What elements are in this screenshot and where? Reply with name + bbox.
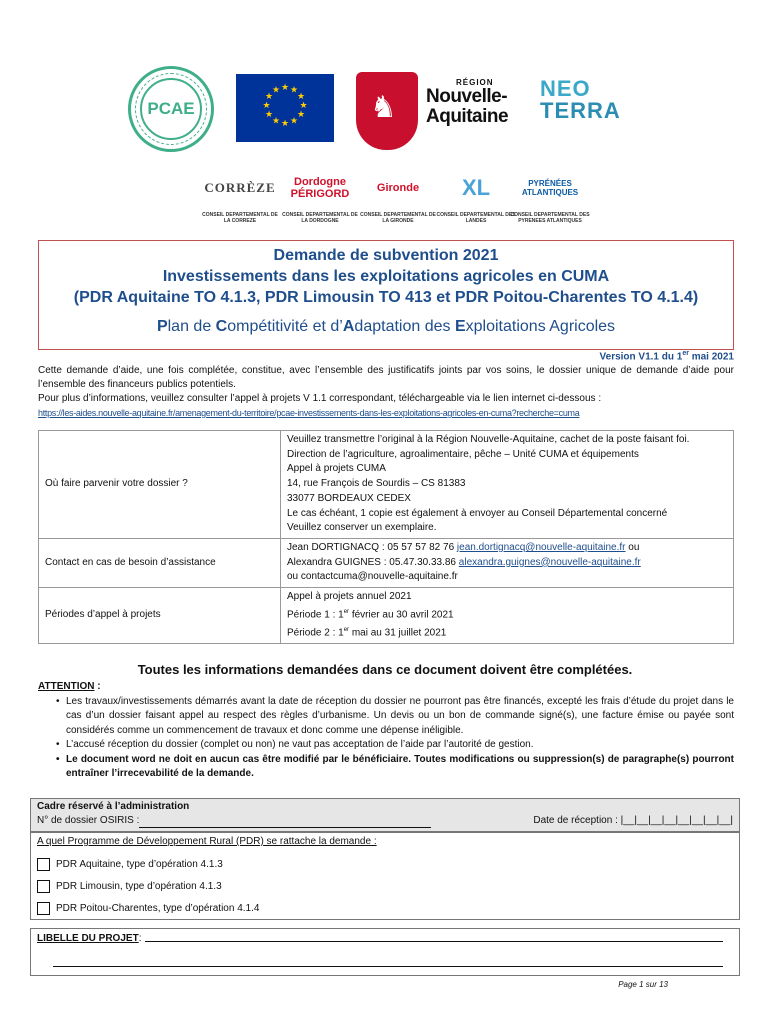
title-line1: Demande de subvention 2021	[273, 247, 499, 264]
title-line2: Investissements dans les exploitations agricoles en CUMA	[162, 268, 610, 285]
dept-gironde	[358, 168, 438, 224]
option-label: PDR Aquitaine, type d’opération 4.1.3	[56, 858, 223, 870]
region-name-line1: Nouvelle-	[426, 86, 508, 107]
dept-dordogne-caption: CONSEIL DEPARTEMENTAL DE LA DORDOGNE	[282, 212, 358, 224]
svg-text:★: ★	[262, 100, 271, 110]
intro-paragraph-2: Pour plus d’informations, veuillez consulter l’appel à projets V 1.1 correspondant, téléchargeable via le lien internet ci-dessous :	[38, 393, 602, 404]
dept-correze-caption: CONSEIL DEPARTEMENTAL DE LA CORREZE	[202, 212, 278, 224]
contact-cuma: ou contactcuma@nouvelle-aquitaine.fr	[287, 571, 458, 583]
pdr-selection-box	[30, 832, 740, 920]
project-label-title: LIBELLE DU PROJET	[37, 933, 139, 944]
dept-pyrenees-mark: PYRÉNÉES ATLANTIQUES	[521, 179, 579, 197]
project-label-box: LIBELLE DU PROJET :	[30, 928, 740, 976]
send-dossier-value	[281, 431, 734, 539]
svg-text:★: ★	[280, 118, 290, 128]
neoterra-line2: TERRA	[540, 98, 621, 123]
eu-flag-logo	[236, 74, 334, 142]
list-item: • Le document word ne doit en aucun cas être modifié par le bénéficiaire. Toutes modifications ou suppression(s) de paragraphe(s) pourront entraîner l’irrecevabilité de la demande.	[52, 753, 734, 782]
table-row	[39, 431, 734, 539]
svg-text:★: ★	[296, 109, 306, 119]
table-row	[39, 538, 734, 587]
checkbox-limousin[interactable]	[37, 880, 50, 893]
dept-pyrenees-caption: CONSEIL DEPARTEMENTAL DES PYRENEES ATLANTIQUES	[510, 212, 590, 224]
periods-value: Appel à projets annuel 2021 Période 1 : 1er février au 30 avril 2021 Période 2 : 1er mai au 31 juillet 2021	[281, 588, 734, 644]
neoterra-line1: NEO	[540, 76, 591, 101]
svg-text:★: ★	[289, 84, 299, 95]
pcae-logo	[128, 66, 214, 152]
option-label: PDR Poitou-Charentes, type d’opération 4.1.4	[56, 902, 260, 914]
intro-paragraph-1: Cette demande d’aide, une fois complétée, constitue, avec l’ensemble des justificatifs joints par vos soins, le dossier unique de demande d’aide pour l’ensemble des financeurs publics potentiels.	[38, 365, 734, 390]
svg-text:★: ★	[280, 82, 290, 92]
dept-correze	[200, 168, 280, 224]
dept-gironde-caption: CONSEIL DEPARTEMENTAL DE LA GIRONDE	[360, 212, 436, 224]
region-name-line2: Aquitaine	[426, 106, 509, 127]
pcae-logo-text: PCAE	[140, 78, 202, 140]
send-dossier-label: Où faire parvenir votre dossier ?	[39, 431, 281, 539]
address-line: Direction de l’agriculture, agroalimentaire, pêche – Unité CUMA et équipements	[287, 448, 639, 460]
contact-label: Contact en cas de besoin d’assistance	[39, 538, 281, 587]
region-label: RÉGION	[456, 78, 494, 87]
address-line: Veuillez transmettre l’original à la Région Nouvelle-Aquitaine, cachet de la poste faisant foi.	[287, 434, 690, 445]
reception-date-label: Date de réception :	[533, 815, 618, 826]
dept-dordogne	[280, 168, 360, 224]
option-label: PDR Limousin, type d’opération 4.1.3	[56, 880, 222, 892]
partner-logos	[0, 64, 770, 154]
dept-dordogne-mark: Dordogne PÉRIGORD	[290, 176, 350, 200]
intro-text	[38, 364, 734, 421]
attention-title: ATTENTION	[38, 681, 95, 692]
pdr-option-aquitaine[interactable]	[37, 857, 733, 871]
dept-correze-mark: CORRÈZE	[204, 180, 276, 195]
table-row	[39, 588, 734, 644]
aap-link[interactable]: https://les-aides.nouvelle-aquitaine.fr/amenagement-du-territoire/pcae-investissements-dans-les-exploitations-agricoles-en-cuma?recherche=cuma	[38, 408, 580, 418]
dept-landes-caption: CONSEIL DEPARTEMENTAL DES LANDES	[436, 212, 516, 224]
region-nouvelle-aquitaine-logo	[356, 72, 524, 150]
admin-reserved-box	[30, 798, 740, 832]
checkbox-poitou-charentes[interactable]	[37, 902, 50, 915]
address-line: 33077 BORDEAUX CEDEX	[287, 492, 411, 504]
completion-notice: Toutes les informations demandées dans ce document doivent être complétées.	[137, 662, 633, 677]
region-shield-icon	[356, 72, 418, 150]
email-link-guignes[interactable]: alexandra.guignes@nouvelle-aquitaine.fr	[458, 556, 641, 568]
lion-icon: ♞	[370, 91, 397, 124]
eu-stars-icon	[236, 74, 334, 142]
attention-list	[38, 695, 734, 782]
info-table	[38, 430, 734, 644]
osiris-label: N° de dossier OSIRIS :	[37, 815, 140, 826]
periods-label: Périodes d’appel à projets	[39, 588, 281, 644]
osiris-number-field[interactable]	[139, 817, 431, 828]
document-title-box	[38, 240, 734, 350]
title-line4: Plan de Compétitivité et d’Adaptation des Exploitations Agricoles	[156, 318, 616, 335]
project-label-field-line1[interactable]	[145, 941, 723, 942]
svg-text:★: ★	[271, 115, 281, 126]
svg-text:★: ★	[264, 109, 274, 119]
neoterra-logo	[540, 78, 620, 138]
svg-text:★: ★	[296, 91, 306, 101]
pdr-option-poitou-charentes[interactable]	[37, 901, 733, 915]
svg-text:★: ★	[299, 100, 308, 110]
attention-section: ATTENTION : • Les travaux/investissements démarrés avant la date de réception du dossier ne pourront pas être financés, excepté les frais d’étude du projet dans le cas d’un dossier faisant appel au respect des règles d’urbanisme. Un devis ou un bon de commande signé(s), une facture émise ou payée sont considérés comme un commencement de travaux et donc comme une dépense inéligible. • L’accusé réception du dossier (complet ou non) ne vaut pas acceptation de l’aide par l’autorité de gestion. • Le document word ne doit en aucun cas être modifié par le bénéficiaire. Toutes modifications ou suppression(s) de paragraphe(s) pourront entraîner l’irrecevabilité de la demande.	[38, 680, 734, 782]
reception-date-field[interactable]: |__|__|__|__|__|__|__|__|	[620, 815, 733, 826]
email-link-dortignacq[interactable]: jean.dortignacq@nouvelle-aquitaine.fr	[456, 541, 626, 553]
list-item: • Les travaux/investissements démarrés avant la date de réception du dossier ne pourront pas être financés, excepté les frais d’étude du projet dans le cas d’un dossier faisant appel au respect des règles d’urbanisme. Un devis ou un bon de commande signé(s), une facture émise ou payée sont considérés comme un commencement de travaux et donc comme une dépense inéligible.	[52, 695, 734, 739]
dept-gironde-mark: Gironde	[376, 182, 420, 194]
dept-landes	[436, 168, 516, 224]
address-line: Appel à projets CUMA	[287, 463, 386, 475]
checkbox-aquitaine[interactable]	[37, 858, 50, 871]
address-line: Le cas échéant, 1 copie est également à envoyer au Conseil Départemental concerné	[287, 507, 668, 519]
svg-text:★: ★	[264, 91, 274, 101]
list-item: • L’accusé réception du dossier (complet ou non) ne vaut pas acceptation de l’aide par l’autorité de gestion.	[52, 738, 734, 753]
dept-pyrenees-atlantiques	[510, 168, 590, 224]
admin-title: Cadre réservé à l’administration	[37, 801, 190, 812]
pcae-ring-icon	[135, 73, 207, 145]
address-line: 14, rue François de Sourdis – CS 81383	[287, 478, 466, 490]
contact-value: Jean DORTIGNACQ : 05 57 57 82 76 jean.dortignacq@nouvelle-aquitaine.fr ou Alexandra GUIGNES : 05.47.30.33.86 alexandra.guignes@nouvelle-aquitaine.fr ou contactcuma@nouvelle-aquitaine.fr	[281, 538, 734, 587]
svg-text:★: ★	[289, 115, 299, 126]
version-label: Version V1.1 du 1er mai 2021	[599, 350, 734, 363]
dept-landes-mark: XL	[461, 175, 491, 200]
pdr-question: A quel Programme de Développement Rural (PDR) se rattache la demande :	[37, 836, 377, 847]
address-line: Veuillez conserver un exemplaire.	[287, 522, 437, 534]
svg-text:★: ★	[271, 84, 281, 95]
departement-logos	[0, 168, 770, 238]
project-label-field-line2[interactable]	[53, 966, 723, 967]
page-number: Page 1 sur 13	[618, 980, 668, 989]
pdr-option-limousin[interactable]	[37, 879, 733, 893]
title-line3: (PDR Aquitaine TO 4.1.3, PDR Limousin TO 413 et PDR Poitou-Charentes TO 4.1.4)	[73, 289, 699, 306]
